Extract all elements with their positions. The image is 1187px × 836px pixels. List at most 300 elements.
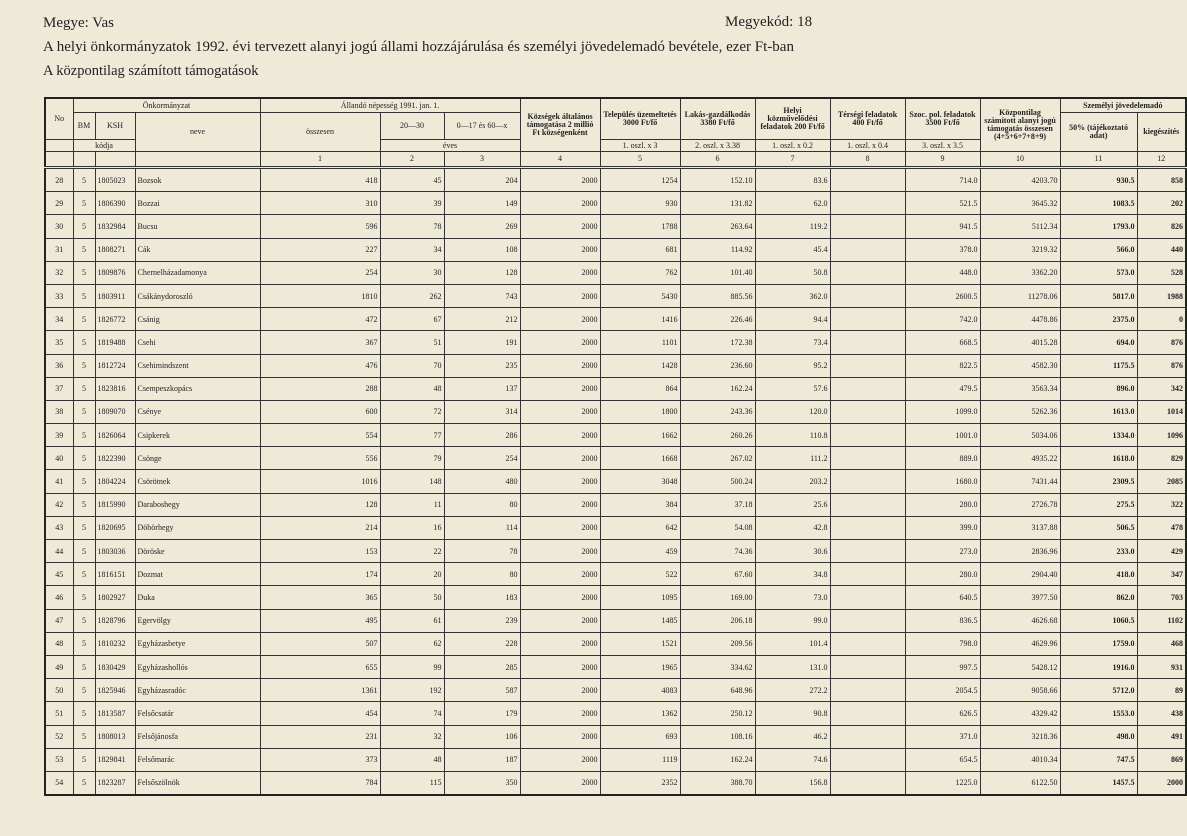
szja-50-value: 862.0 [1060,586,1137,609]
ksh-code: 1803911 [95,284,135,307]
telepules-value: 1428 [600,354,680,377]
population-total: 254 [260,261,380,284]
kozpont-total: 4626.68 [980,609,1060,632]
municipality-name: Felsőmarác [135,748,260,771]
population-0-17-60: 78 [444,540,520,563]
population-total: 365 [260,586,380,609]
population-20-30: 39 [380,192,444,215]
row-no: 28 [45,168,73,192]
header-20-30: 20—30 [380,113,444,140]
table-row [45,586,1186,609]
population-0-17-60: 254 [444,447,520,470]
bm-code: 5 [73,725,95,748]
szja-50-value: 506.5 [1060,516,1137,539]
population-20-30: 34 [380,238,444,261]
tersegi-value [830,516,905,539]
municipality-name: Csönge [135,447,260,470]
header-kozsegek: Községek általános támogatása 2 millió Ft községenként [520,98,600,152]
municipality-name: Daraboshegy [135,493,260,516]
kozpont-total: 2904.40 [980,563,1060,586]
tersegi-value [830,377,905,400]
kozpont-total: 2726.78 [980,493,1060,516]
lakas-value: 131.82 [680,192,755,215]
szoc-value: 2054.5 [905,679,980,702]
szoc-value: 273.0 [905,540,980,563]
population-20-30: 51 [380,331,444,354]
table-row [45,447,1186,470]
szja-50-value: 418.0 [1060,563,1137,586]
page-subtitle: A központilag számított támogatások [43,63,259,79]
data-table [44,97,1187,796]
municipality-name: Cák [135,238,260,261]
szja-50-value: 566.0 [1060,238,1137,261]
row-no: 29 [45,192,73,215]
tersegi-value [830,354,905,377]
header-lakas: Lakás-gazdálkodás 3380 Ft/fő [680,98,755,140]
bm-code: 5 [73,400,95,423]
row-no: 35 [45,331,73,354]
telepules-value: 1662 [600,424,680,447]
population-0-17-60: 743 [444,284,520,307]
population-20-30: 72 [380,400,444,423]
lakas-value: 74.36 [680,540,755,563]
szja-50-value: 694.0 [1060,331,1137,354]
row-no: 43 [45,516,73,539]
population-total: 495 [260,609,380,632]
kozsegek-value: 2000 [520,725,600,748]
header-no: No [45,98,73,140]
municipality-name: Csörötnek [135,470,260,493]
helyi-value: 62.0 [755,192,830,215]
population-0-17-60: 314 [444,400,520,423]
kiegeszites-value: 1102 [1137,609,1186,632]
lakas-value: 152.10 [680,168,755,192]
bm-code: 5 [73,261,95,284]
municipality-name: Bucsu [135,215,260,238]
ksh-code: 1809070 [95,400,135,423]
population-0-17-60: 480 [444,470,520,493]
row-no: 47 [45,609,73,632]
ksh-code: 1822390 [95,447,135,470]
bm-code: 5 [73,748,95,771]
kiegeszites-value: 440 [1137,238,1186,261]
table-row [45,655,1186,678]
szoc-value: 714.0 [905,168,980,192]
szoc-value: 626.5 [905,702,980,725]
kozsegek-value: 2000 [520,377,600,400]
telepules-value: 762 [600,261,680,284]
lakas-value: 267.02 [680,447,755,470]
telepules-value: 384 [600,493,680,516]
population-20-30: 192 [380,679,444,702]
kozpont-total: 5428.12 [980,655,1060,678]
kiegeszites-value: 478 [1137,516,1186,539]
table-row [45,400,1186,423]
kozsegek-value: 2000 [520,632,600,655]
telepules-value: 459 [600,540,680,563]
helyi-value: 73.0 [755,586,830,609]
kozpont-total: 3977.50 [980,586,1060,609]
szoc-value: 798.0 [905,632,980,655]
municipality-name: Csehi [135,331,260,354]
kozpont-total: 4015.28 [980,331,1060,354]
telepules-value: 1119 [600,748,680,771]
population-total: 556 [260,447,380,470]
table-row [45,354,1186,377]
header-szoc: Szoc. pol. feladatok 3500 Ft/fő [905,98,980,140]
kozpont-total: 4478.86 [980,308,1060,331]
bm-code: 5 [73,215,95,238]
table-row [45,771,1186,795]
kiegeszites-value: 89 [1137,679,1186,702]
kozsegek-value: 2000 [520,771,600,795]
row-no: 31 [45,238,73,261]
tersegi-value [830,748,905,771]
municipality-name: Csénye [135,400,260,423]
population-0-17-60: 285 [444,655,520,678]
header-helyi: Helyi közművelődési feladatok 200 Ft/fő [755,98,830,140]
kozsegek-value: 2000 [520,354,600,377]
population-0-17-60: 183 [444,586,520,609]
row-no: 41 [45,470,73,493]
population-0-17-60: 137 [444,377,520,400]
bm-code: 5 [73,771,95,795]
kozpont-total: 4203.70 [980,168,1060,192]
szja-50-value: 275.5 [1060,493,1137,516]
kozpont-total: 6122.50 [980,771,1060,795]
ksh-code: 1826772 [95,308,135,331]
kiegeszites-value: 858 [1137,168,1186,192]
table-row [45,470,1186,493]
population-20-30: 61 [380,609,444,632]
kozsegek-value: 2000 [520,447,600,470]
kozsegek-value: 2000 [520,679,600,702]
column-number: 10 [980,152,1060,168]
population-0-17-60: 114 [444,516,520,539]
telepules-value: 930 [600,192,680,215]
table-row [45,632,1186,655]
population-20-30: 67 [380,308,444,331]
szoc-value: 997.5 [905,655,980,678]
bm-code: 5 [73,168,95,192]
telepules-value: 864 [600,377,680,400]
tersegi-value [830,563,905,586]
population-total: 231 [260,725,380,748]
header-bm: BM [73,113,95,140]
ksh-code: 1808271 [95,238,135,261]
table-row [45,238,1186,261]
tersegi-value [830,609,905,632]
table-row [45,215,1186,238]
kozsegek-value: 2000 [520,400,600,423]
szja-50-value: 930.5 [1060,168,1137,192]
szoc-value: 521.5 [905,192,980,215]
telepules-value: 1788 [600,215,680,238]
bm-code: 5 [73,540,95,563]
szoc-value: 399.0 [905,516,980,539]
telepules-value: 693 [600,725,680,748]
municipality-name: Döröske [135,540,260,563]
row-no: 52 [45,725,73,748]
municipality-name: Csempeszkopács [135,377,260,400]
lakas-value: 101.40 [680,261,755,284]
helyi-value: 120.0 [755,400,830,423]
population-20-30: 78 [380,215,444,238]
kozsegek-value: 2000 [520,748,600,771]
ksh-code: 1823287 [95,771,135,795]
row-no: 40 [45,447,73,470]
header-neve: neve [135,113,260,152]
bm-code: 5 [73,655,95,678]
population-0-17-60: 204 [444,168,520,192]
population-0-17-60: 80 [444,563,520,586]
ksh-code: 1808013 [95,725,135,748]
tersegi-value [830,238,905,261]
bm-code: 5 [73,702,95,725]
header-num-blank [45,152,73,168]
kozpont-total: 5034.06 [980,424,1060,447]
lakas-value: 162.24 [680,377,755,400]
helyi-value: 156.8 [755,771,830,795]
population-20-30: 115 [380,771,444,795]
szoc-value: 654.5 [905,748,980,771]
bm-code: 5 [73,470,95,493]
kozsegek-value: 2000 [520,655,600,678]
population-total: 554 [260,424,380,447]
row-no: 34 [45,308,73,331]
lakas-value: 226.46 [680,308,755,331]
population-total: 1361 [260,679,380,702]
population-0-17-60: 286 [444,424,520,447]
column-number: 2 [380,152,444,168]
header-eves: éves [380,140,520,152]
lakas-value: 54.08 [680,516,755,539]
tersegi-value [830,470,905,493]
municipality-name: Felsőszölnök [135,771,260,795]
table-row [45,261,1186,284]
municipality-name: Duka [135,586,260,609]
column-number: 8 [830,152,905,168]
row-no: 53 [45,748,73,771]
kozpont-total: 4582.30 [980,354,1060,377]
population-20-30: 148 [380,470,444,493]
population-0-17-60: 350 [444,771,520,795]
telepules-value: 681 [600,238,680,261]
population-total: 367 [260,331,380,354]
column-number: 5 [600,152,680,168]
telepules-value: 3048 [600,470,680,493]
tersegi-value [830,308,905,331]
population-0-17-60: 191 [444,331,520,354]
telepules-value: 1095 [600,586,680,609]
telepules-value: 1485 [600,609,680,632]
kiegeszites-value: 2000 [1137,771,1186,795]
population-20-30: 262 [380,284,444,307]
population-20-30: 77 [380,424,444,447]
header-num-blank [135,152,260,168]
kiegeszites-value: 703 [1137,586,1186,609]
header-num-blank [95,152,135,168]
population-total: 227 [260,238,380,261]
helyi-value: 46.2 [755,725,830,748]
column-number: 9 [905,152,980,168]
kiegeszites-value: 438 [1137,702,1186,725]
population-20-30: 11 [380,493,444,516]
kozpont-total: 5262.36 [980,400,1060,423]
bm-code: 5 [73,493,95,516]
szja-50-value: 498.0 [1060,725,1137,748]
population-total: 600 [260,400,380,423]
population-total: 373 [260,748,380,771]
kiegeszites-value: 491 [1137,725,1186,748]
telepules-value: 522 [600,563,680,586]
tersegi-value [830,424,905,447]
bm-code: 5 [73,447,95,470]
tersegi-value [830,168,905,192]
population-0-17-60: 228 [444,632,520,655]
tersegi-value [830,655,905,678]
helyi-value: 111.2 [755,447,830,470]
population-total: 288 [260,377,380,400]
ksh-code: 1815990 [95,493,135,516]
helyi-value: 110.8 [755,424,830,447]
population-0-17-60: 239 [444,609,520,632]
szoc-value: 668.5 [905,331,980,354]
table-row [45,702,1186,725]
telepules-value: 1521 [600,632,680,655]
tersegi-value [830,331,905,354]
szoc-value: 742.0 [905,308,980,331]
bm-code: 5 [73,632,95,655]
header-num-blank [73,152,95,168]
column-number: 7 [755,152,830,168]
kozsegek-value: 2000 [520,540,600,563]
kozpont-total: 3137.88 [980,516,1060,539]
kiegeszites-value: 342 [1137,377,1186,400]
tersegi-value [830,632,905,655]
kozpont-total: 4010.34 [980,748,1060,771]
population-20-30: 79 [380,447,444,470]
helyi-value: 45.4 [755,238,830,261]
municipality-name: Csánig [135,308,260,331]
bm-code: 5 [73,377,95,400]
helyi-value: 57.6 [755,377,830,400]
header-telepules: Település üzemeltetés 3000 Ft/fő [600,98,680,140]
ksh-code: 1826064 [95,424,135,447]
szoc-value: 1001.0 [905,424,980,447]
lakas-value: 162.24 [680,748,755,771]
kozpont-total: 3219.32 [980,238,1060,261]
population-0-17-60: 149 [444,192,520,215]
population-0-17-60: 80 [444,493,520,516]
ksh-code: 1828796 [95,609,135,632]
kiegeszites-value: 429 [1137,540,1186,563]
ksh-code: 1813587 [95,702,135,725]
bm-code: 5 [73,192,95,215]
municipality-name: Egyházashollós [135,655,260,678]
table-row [45,192,1186,215]
table-row [45,493,1186,516]
kiegeszites-value: 1988 [1137,284,1186,307]
kiegeszites-value: 931 [1137,655,1186,678]
population-total: 472 [260,308,380,331]
ksh-code: 1830429 [95,655,135,678]
population-20-30: 32 [380,725,444,748]
kozsegek-value: 2000 [520,563,600,586]
kozpont-total: 5112.34 [980,215,1060,238]
lakas-value: 885.56 [680,284,755,307]
ksh-code: 1832984 [95,215,135,238]
column-number: 6 [680,152,755,168]
helyi-value: 74.6 [755,748,830,771]
szja-50-value: 1916.0 [1060,655,1137,678]
ksh-code: 1819488 [95,331,135,354]
szja-50-value: 233.0 [1060,540,1137,563]
population-total: 507 [260,632,380,655]
municipality-name: Csehimindszent [135,354,260,377]
bm-code: 5 [73,424,95,447]
population-20-30: 74 [380,702,444,725]
table-row [45,748,1186,771]
header-kodja: kódja [73,140,135,152]
tersegi-value [830,493,905,516]
municipality-name: Dozmat [135,563,260,586]
szja-50-value: 1793.0 [1060,215,1137,238]
population-0-17-60: 212 [444,308,520,331]
table-row [45,377,1186,400]
population-0-17-60: 108 [444,238,520,261]
row-no: 44 [45,540,73,563]
szja-50-value: 5712.0 [1060,679,1137,702]
szoc-value: 2600.5 [905,284,980,307]
lakas-value: 334.62 [680,655,755,678]
helyi-value: 95.2 [755,354,830,377]
tersegi-value [830,586,905,609]
lakas-value: 169.00 [680,586,755,609]
helyi-value: 50.8 [755,261,830,284]
ksh-code: 1802927 [95,586,135,609]
szja-50-value: 1060.5 [1060,609,1137,632]
lakas-value: 108.16 [680,725,755,748]
population-0-17-60: 187 [444,748,520,771]
kozsegek-value: 2000 [520,261,600,284]
population-20-30: 50 [380,586,444,609]
population-total: 214 [260,516,380,539]
szoc-value: 1225.0 [905,771,980,795]
column-number: 4 [520,152,600,168]
row-no: 46 [45,586,73,609]
table-row [45,516,1186,539]
tersegi-value [830,284,905,307]
population-0-17-60: 269 [444,215,520,238]
lakas-value: 206.18 [680,609,755,632]
municipality-name: Csákánydoroszló [135,284,260,307]
kozsegek-value: 2000 [520,702,600,725]
header-0-17: 0—17 és 60—x [444,113,520,140]
population-20-30: 30 [380,261,444,284]
lakas-value: 263.64 [680,215,755,238]
kozsegek-value: 2000 [520,493,600,516]
telepules-value: 1800 [600,400,680,423]
header-telepules-formula: 1. oszl. x 3 [600,140,680,152]
szja-50-value: 1759.0 [1060,632,1137,655]
municipality-name: Felsőjánosfa [135,725,260,748]
column-number: 11 [1060,152,1137,168]
lakas-value: 37.18 [680,493,755,516]
table-row [45,609,1186,632]
kozsegek-value: 2000 [520,331,600,354]
table-body [45,168,1186,796]
